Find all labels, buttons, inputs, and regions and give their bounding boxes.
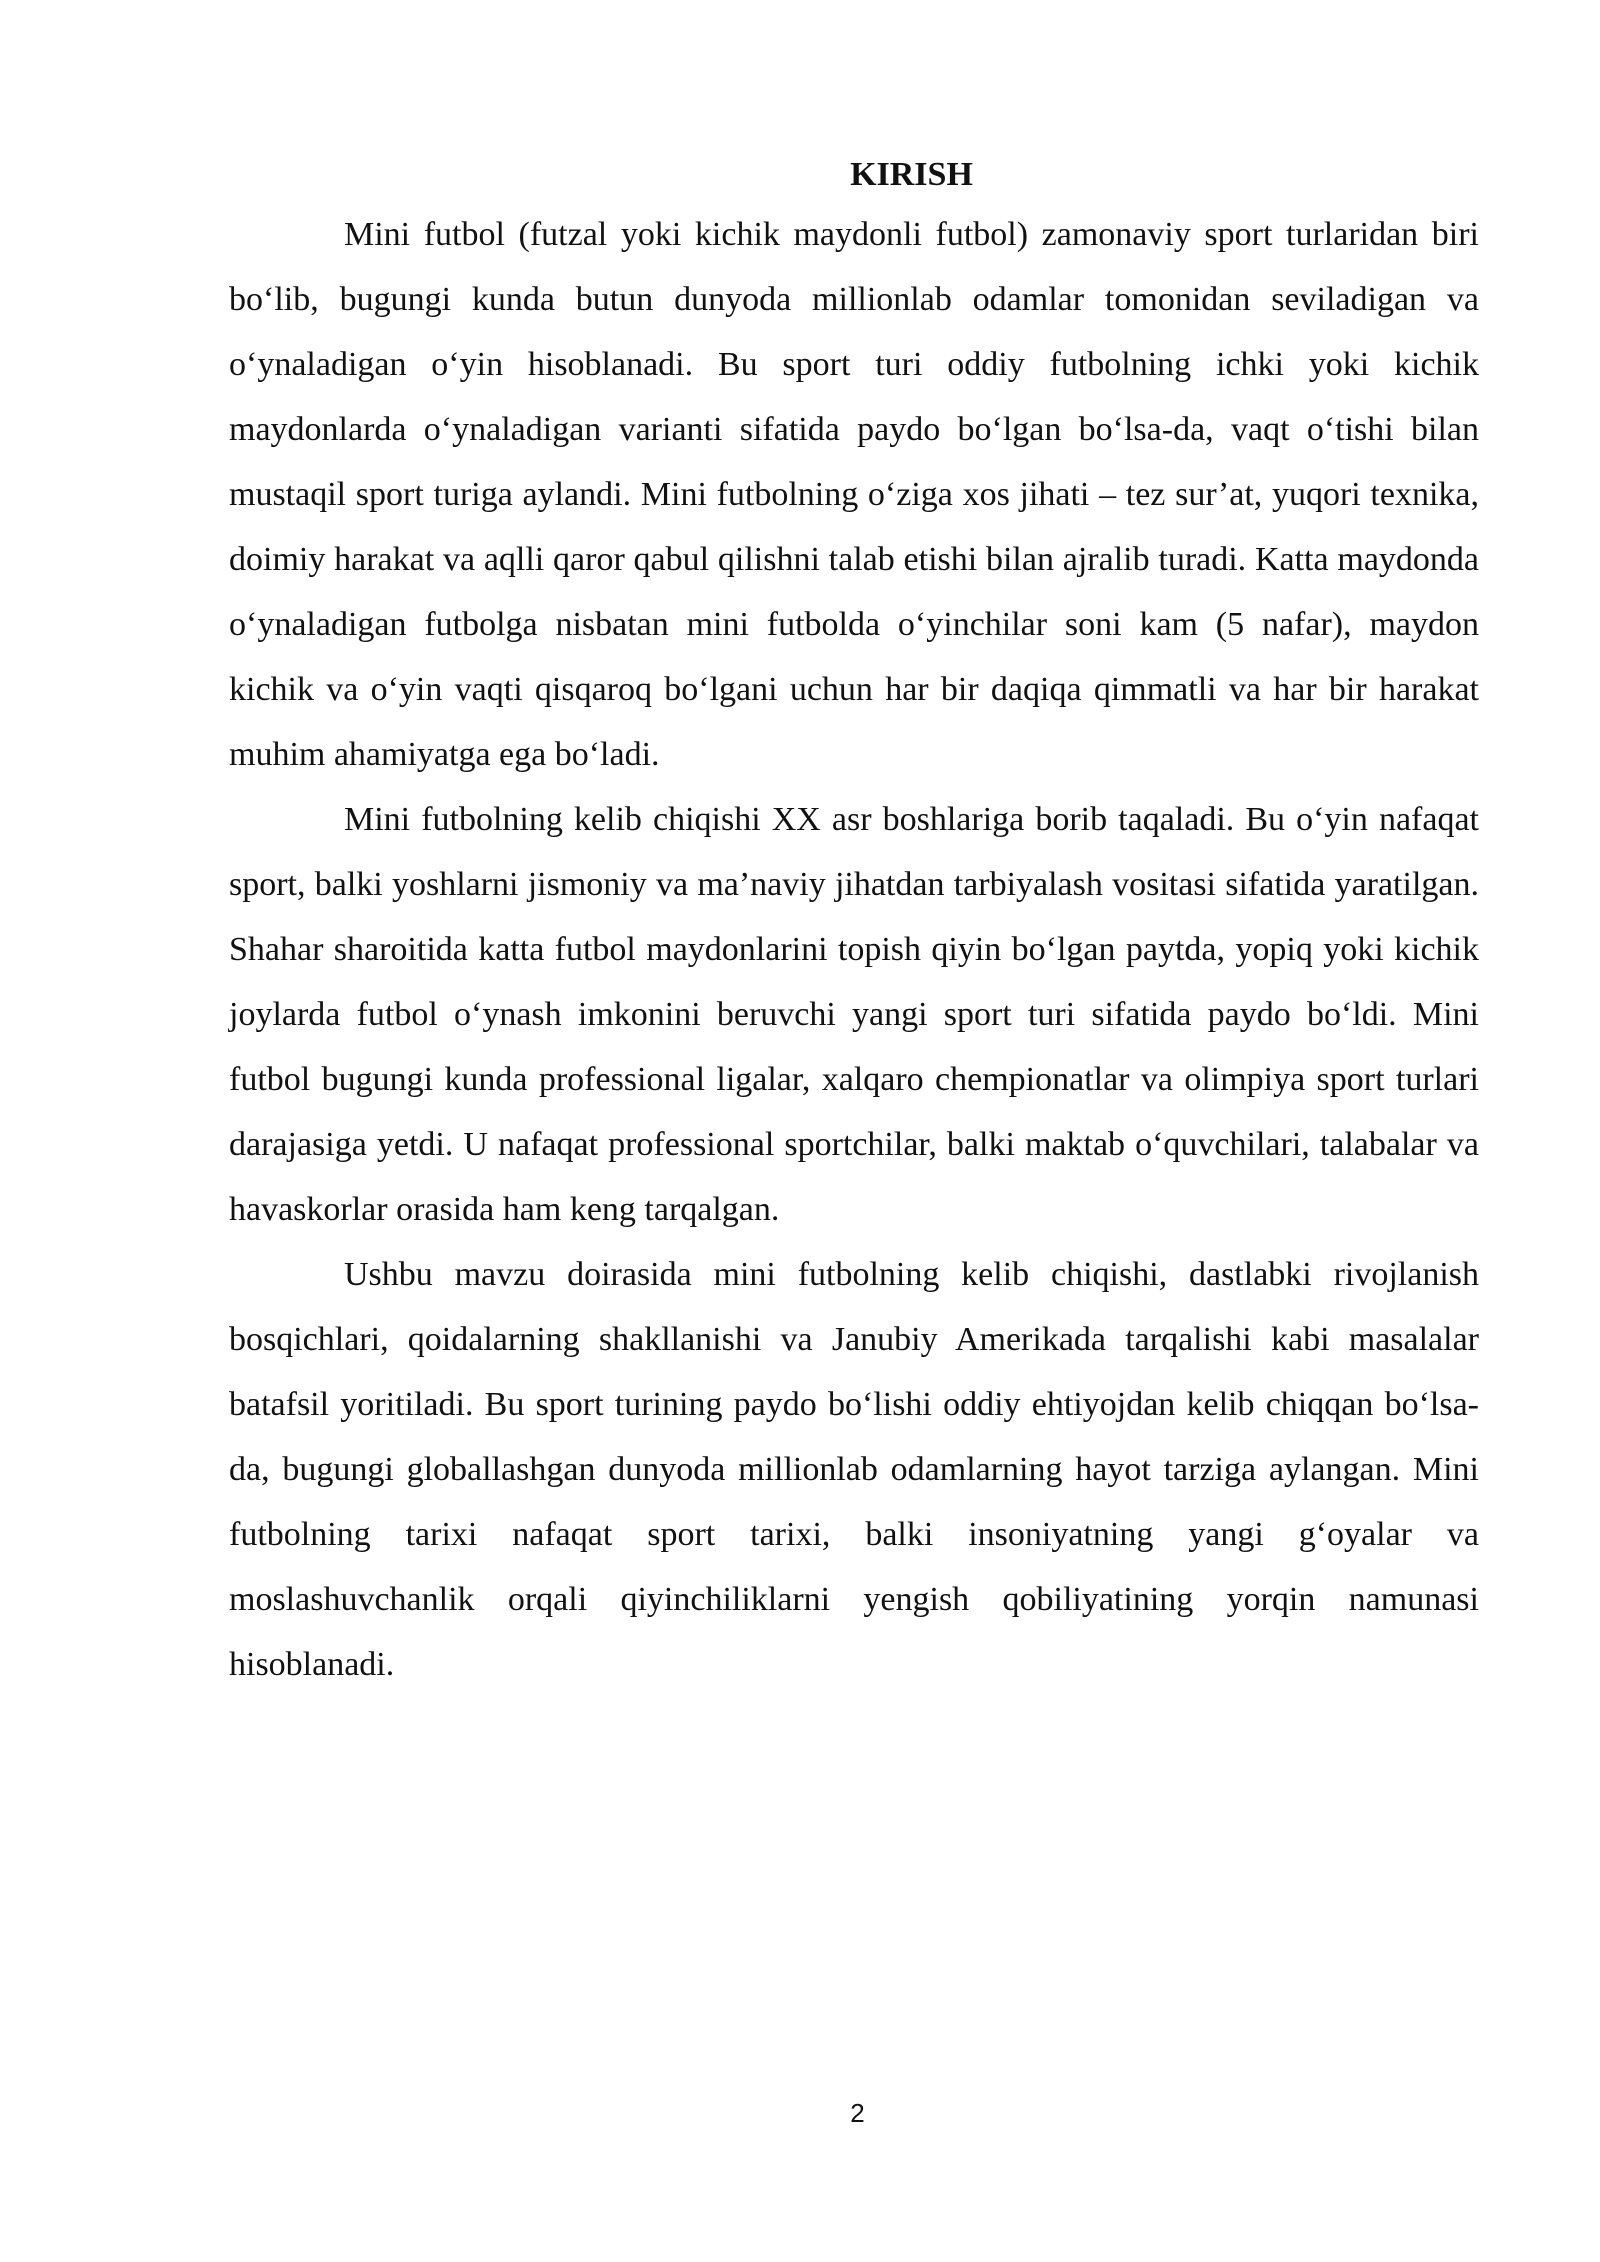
page-number: 2 — [850, 2098, 865, 2128]
paragraph-1: Mini futbol (futzal yoki kichik maydonli futbol) zamonaviy sport turlaridan biri bo‘lib, bugungi kunda butun dunyoda millionlab odamlar tomonidan seviladigan va o‘ynaladigan o‘yin hisoblanadi. Bu sport turi oddiy futbolning ichki yoki kichik maydonlarda o‘ynaladigan varianti sifatida paydo bo‘lgan bo‘lsa-da, vaqt o‘tishi bilan mustaqil sport turiga aylandi. Mini futbolning o‘ziga xos jihati – tez sur’at, yuqori texnika, doimiy harakat va aqlli qaror qabul qilishni talab etishi bilan ajralib turadi. Katta maydonda o‘ynaladigan futbolga nisbatan mini futbolda o‘yinchilar soni kam (5 nafar), maydon kichik va o‘yin vaqti qisqaroq bo‘lgani uchun har bir daqiqa qimmatli va har bir harakat muhim ahamiyatga ega bo‘ladi. — [229, 216, 1479, 773]
paragraph-3: Ushbu mavzu doirasida mini futbolning kelib chiqishi, dastlabki rivojlanish bosqichlari, qoidalarning shakllanishi va Janubiy Amerikada tarqalishi kabi masalalar batafsil yoritiladi. Bu sport turining paydo bo‘lishi oddiy ehtiyojdan kelib chiqqan bo‘lsa-da, bugungi globallashgan dunyoda millionlab odamlarning hayot tarziga aylangan. Mini futbolning tarixi nafaqat sport tarixi, balki insoniyatning yangi g‘oyalar va moslashuvchanlik orqali qiyinchiliklarni yengish qobiliyatining yorqin namunasi hisoblanadi. — [229, 1256, 1479, 1683]
page-content — [229, 148, 1479, 1697]
section-title: KIRISH — [850, 156, 973, 193]
paragraph-2: Mini futbolning kelib chiqishi XX asr boshlariga borib taqaladi. Bu o‘yin nafaqat sport, balki yoshlarni jismoniy va ma’naviy jihatdan tarbiyalash vositasi sifatida yaratilgan. Shahar sharoitida katta futbol maydonlarini topish qiyin bo‘lgan paytda, yopiq yoki kichik joylarda futbol o‘ynash imkonini beruvchi yangi sport turi sifatida paydo bo‘ldi. Mini futbol bugungi kunda professional ligalar, xalqaro chempionatlar va olimpiya sport turlari darajasiga yetdi. U nafaqat professional sportchilar, balki maktab o‘quvchilari, talabalar va havaskorlar orasida ham keng tarqalgan. — [229, 801, 1479, 1228]
